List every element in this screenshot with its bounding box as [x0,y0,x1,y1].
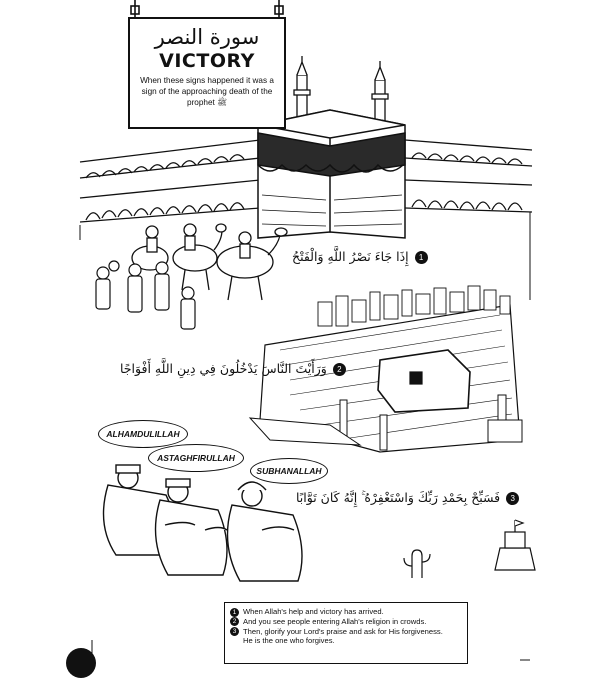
verse-1 [292,249,428,264]
translation-continuation: He is the one who forgives. [243,636,335,646]
speech-bubble-astaghfirullah [148,444,244,472]
speech-bubble-alhamdulillah [98,420,188,448]
speech-bubble-subhanallah [250,458,328,484]
bubble-text: ASTAGHFIRULLAH [157,453,235,463]
translation-number: 1 [230,608,239,617]
translation-box [224,602,468,664]
cactus [404,550,430,578]
bubble-text: ALHAMDULILLAH [106,429,180,439]
surah-title-arabic: سورة النصر [154,25,260,49]
hanging-strings [131,0,283,18]
translation-line-1 [230,607,462,617]
translation-text: When Allah's help and victory has arrived. [243,607,384,616]
verse-3 [296,490,519,506]
translation-number: 2 [230,617,239,626]
bubble-text: SUBHANALLAH [256,466,322,476]
translation-text: And you see people entering Allah's religion in crowds. [243,616,427,626]
translation-text: Then, glorify your Lord's praise and ask for His forgiveness. [243,626,443,636]
page-corner-marker [66,648,96,678]
verse-2 [120,361,346,376]
translation-line-2 [230,617,462,627]
kaaba [258,110,405,238]
verse-number: 3 [506,492,519,505]
verse-text: فَسَبِّحْ بِحَمْدِ رَبِّكَ وَاسْتَغْفِرْهُ ۚ إِنَّهُ كَانَ تَوَّابًا [296,490,501,505]
verse-text: وَرَأَيْتَ النَّاسَ يَدْخُلُونَ فِي دِينِ اللَّهِ أَفْوَاجًا [120,361,327,376]
translation-line-3 [230,627,462,637]
translation-number: 3 [230,627,239,636]
verse-number: 1 [415,251,428,264]
sandcastle [495,520,535,570]
verse-text: إِذَا جَاءَ نَصْرُ اللَّهِ وَالْفَتْحُ [292,249,409,264]
surah-description: When these signs happened it was a sign of the approaching death of the prophet ﷺ [140,76,274,107]
verse-number: 2 [333,363,346,376]
crowd [96,261,195,329]
surah-title-english: VICTORY [159,50,255,72]
title-card [128,17,286,129]
